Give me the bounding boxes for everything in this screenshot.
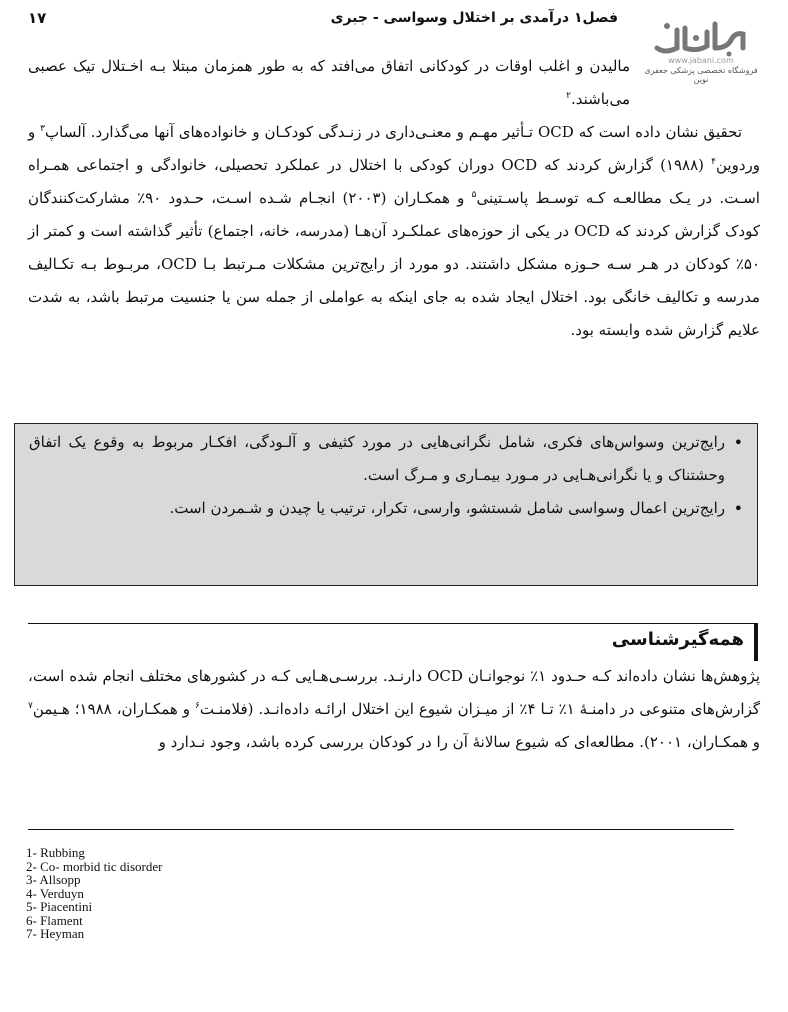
footnote-ref-5: ۵: [471, 190, 477, 200]
footnote-ref-6: ۶: [195, 701, 200, 711]
chapter-title: فصل۱ درآمدی بر اختلال وسواسی - جبری: [330, 10, 618, 26]
footnote-ref-7: ۷: [28, 701, 33, 711]
summary-callout-box: [14, 423, 758, 586]
footnote-item: 4- Verduyn: [26, 885, 84, 901]
footnote-item: 6- Flament: [26, 912, 83, 928]
footnote-item: 3- Allsopp: [26, 872, 81, 887]
page-number: ۱۷: [28, 9, 47, 27]
running-header: [28, 6, 618, 30]
footnote-item: 5- Piacentini: [26, 899, 93, 914]
watermark-site: www.jabani.com: [668, 56, 734, 65]
footnote-divider: [28, 829, 734, 830]
epidemiology-text: [28, 660, 760, 759]
footnote-item: 2- Co- morbid tic disorder: [26, 858, 163, 874]
footnote-item: 7- Heyman: [26, 926, 85, 941]
callout-bullet-obsessions: • رایج‌ترین وسواس‌های فکری، شامل نگرانی‌هایی در مورد کثیفی و آلـودگی، افکـار مربوط به وقوع یک اتفاق وحشتناک و یا نگرانی‌هـایی در مـورد بیمـاری و مـرگ است.: [29, 426, 725, 492]
footnote-ref-2: ۲: [566, 91, 571, 101]
epidemiology-paragraph: پژوهش‌ها نشان داده‌اند کـه حـدود ۱٪ نوجوانـان OCD دارنـد. بررسـی‌هـایی کـه در کشورهای مختلف انجام شده است، گزارش‌های متنوعی در دامنـۀ ۱٪ تـا ۴٪ از میـزان شیوع این اختلال ارائـه داده‌انـد. (فلامنـت$^۶$ و همکـاران، ۱۹۸۸؛ هـیمن$^۷$ و همکـاران، ۲۰۰۱). مطالعه‌ای که شیوع سالانۀ آن را در کودکان بررسی کرده باشد، وجود نـدارد و: [28, 667, 761, 751]
intro-paragraph-1: مالیدن و اغلب اوقات در کودکانی اتفاق می‌افتد که به طور همزمان مبتلا بـه اخـتلال تیک عصبی می‌باشند.$^۲$: [28, 57, 630, 108]
section-marker-bar: [754, 623, 758, 661]
footnote-ref-3: ۳: [40, 124, 45, 134]
footnote-list: [26, 846, 162, 941]
watermark-shop-name: فروشگاه تخصصی پزشکی جعفری نوین: [644, 66, 758, 84]
intro-text: [28, 50, 760, 347]
footnote-ref-4: ۴: [711, 157, 716, 167]
callout-bullet-list: [29, 426, 745, 525]
intro-paragraph-2: تحقیق نشان داده است که OCD تـأثیر مهـم و معنـی‌داری در زنـدگی کودکـان و خانواده‌های آنها می‌گذارد. آلساپ$^۳$ و وردوین$^۴$ (۱۹۸۸) گزارش کردند که OCD دوران کودکی با اختلال در عملکرد تحصیلی، خانوادگی و اجتماعی همـراه اسـت. در یـک مطالعـه کـه توسـط پاسـتینی$^۵$ و همکـاران (۲۰۰۳) انجـام شـده اسـت، حـدود ۹۰٪ مشارکت‌کنندگان کودک گزارش کردند که OCD در یکی از حوزه‌های عملکـرد آن‌هـا (مدرسه، خانه، اجتماع) تأثیر گذاشته است و کمتر از ۵۰٪ کودکان در هـر سـه حـوزه مشکل داشتند. دو مورد از رایج‌ترین مشکلات مـرتبط بـا OCD، مربـوط بـه تکـالیف مدرسه و تکالیف خانگی بود. اختلال ایجاد شده به جای اینکه به عواملی از جمله سن یا جنسیت مرتبط باشد، به شدت علایم گزارش شده وابسته بود.: [28, 123, 760, 339]
callout-bullet-compulsions: • رایج‌ترین اعمال وسواسی شامل شستشو، وارسی، تکرار، ترتیب یا چیدن و شـمردن است.: [29, 492, 725, 525]
footnote-item: 1- Rubbing: [26, 845, 85, 860]
section-heading: همه‌گیرشناسی: [611, 629, 744, 650]
